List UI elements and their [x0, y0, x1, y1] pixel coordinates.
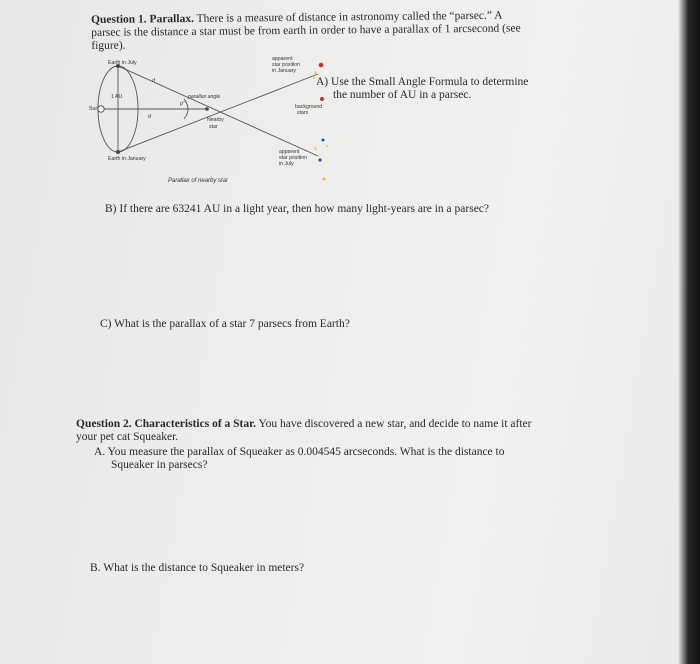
background-star [326, 145, 328, 147]
apparent-star-july-icon [314, 146, 317, 150]
question-1a [316, 76, 536, 102]
label-background-2: stars [297, 110, 309, 116]
parallax-figure [86, 56, 346, 192]
label-apparent-jan-1: apparent [272, 56, 293, 62]
question-1c: C) What is the parallax of a star 7 parsecs from Earth? [100, 318, 350, 330]
background-star [318, 158, 321, 161]
label-earth-january: Earth in January [108, 156, 146, 162]
sun-marker [98, 106, 104, 112]
label-apparent-jul-1: apparent [279, 149, 300, 155]
question-2a-line2: Squeaker in parsecs? [111, 459, 208, 471]
question-1b: B) If there are 63241 AU in a light year, then how many light-years are in a parsec? [105, 203, 490, 215]
label-d-top: d [152, 78, 155, 84]
nearby-star-marker [205, 107, 209, 111]
line-earth-july-to-background [118, 66, 318, 156]
background-star [322, 139, 325, 142]
question-2-text: You have discovered a new star, and decide to name it after your pet cat Squeaker. [76, 418, 532, 443]
question-1-text: There is a measure of distance in astronomy called the “parsec.” A parsec is the distance a star must be from earth in order to have a parallax of 1 arcsecond (see figure). [91, 9, 521, 52]
page-edge-shadow [678, 0, 700, 664]
label-sun: Sun [89, 106, 99, 112]
label-apparent-jan-3: in January [272, 68, 296, 74]
label-background-1: background [295, 104, 323, 110]
question-1-intro [91, 9, 531, 53]
question-2b: B. What is the distance to Squeaker in meters? [90, 562, 305, 574]
label-parallax-angle: parallax angle [188, 94, 221, 100]
question-2a [94, 446, 534, 472]
background-star [323, 178, 326, 181]
label-nearby: Nearby [207, 117, 224, 123]
question-1-heading: Question 1. Parallax. [91, 12, 194, 26]
question-2-heading: Question 2. Characteristics of a Star. [76, 418, 257, 430]
label-apparent-jan-2: star position [272, 62, 300, 68]
label-star: star [209, 124, 218, 130]
label-1au: 1 AU [111, 94, 123, 100]
line-earth-january-to-background [118, 74, 318, 152]
earth-january-marker [116, 150, 120, 154]
background-star [319, 63, 324, 68]
question-2a-line1: A. You measure the parallax of Squeaker as 0.004545 arcseconds. What is the distance to [94, 446, 505, 458]
background-star [313, 77, 315, 79]
label-earth-july: Earth in July [108, 60, 137, 66]
label-d-mid: d [148, 114, 151, 120]
label-apparent-jul-3: in July [279, 161, 294, 167]
label-p: p″ [180, 101, 185, 107]
label-apparent-jul-2: star position [279, 155, 307, 161]
question-1a-line2: the number of AU in a parsec. [333, 89, 472, 101]
question-2-intro [76, 418, 536, 444]
question-1a-line1: A) Use the Small Angle Formula to determine [316, 76, 529, 88]
figure-caption: Parallax of nearby star [168, 178, 229, 184]
